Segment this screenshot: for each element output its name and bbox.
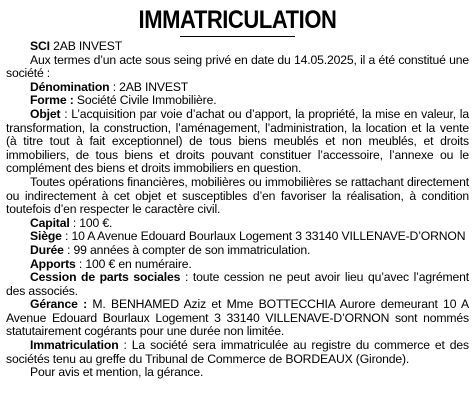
notice-headline: IMMATRICULATION — [138, 6, 337, 34]
gerance-label: Gérance : — [30, 297, 88, 312]
duree-label: Durée — [30, 242, 64, 257]
capital-label: Capital — [30, 215, 70, 230]
denomination-line — [6, 81, 469, 95]
forme-value: Société Civile Immobilière. — [73, 93, 217, 108]
denomination-label: Dénomination — [30, 79, 110, 94]
siege-label: Siège — [30, 229, 62, 244]
duree-line — [6, 244, 469, 258]
immatriculation-value: : La société sera immatriculée au registre du commerce et des sociétés tenu au greffe du Tribunal de Commerce de BORDEAUX (Gironde). — [6, 338, 469, 366]
notice-body — [6, 40, 469, 380]
gerance-paragraph — [6, 298, 469, 339]
gerance-value: M. BENHAMED Aziz et Mme BOTTECCHIA Aurore demeurant 10 A Avenue Edouard Bourlaux Logement 3 33140 VILLENAVE-D’ORNON sont nommés statutairement cogérants pour une durée non limitée. — [6, 297, 469, 339]
cession-label: Cession de parts sociales — [30, 270, 181, 285]
operations-paragraph: Toutes opérations financières, mobilières ou immobilières se rattachant directement ou indirectement à cet objet et susceptibles d’en favoriser la réalisation, à condition toutefois d’en respecter le caractère civil. — [6, 174, 469, 217]
apports-label: Apports — [30, 256, 76, 271]
apports-value: : 100 € en numéraire. — [75, 256, 192, 271]
headline-underline — [180, 36, 295, 37]
cession-paragraph — [6, 271, 469, 298]
forme-line — [6, 94, 469, 108]
objet-label: Objet — [30, 106, 61, 121]
duree-value: : 99 années à compter de son immatriculation. — [63, 242, 311, 257]
objet-paragraph — [6, 108, 469, 176]
denomination-value: : 2AB INVEST — [109, 79, 189, 94]
capital-line — [6, 217, 469, 231]
capital-value: : 100 €. — [69, 215, 113, 230]
immatriculation-label: Immatriculation — [30, 338, 119, 353]
intro-paragraph: Aux termes d’un acte sous seing privé en date du 14.05.2025, il a été constitué une société : — [6, 52, 469, 81]
immatriculation-paragraph — [6, 339, 469, 366]
sci-line — [6, 40, 469, 54]
sci-label: SCI — [30, 39, 50, 53]
closing-line: Pour avis et mention, la gérance. — [30, 365, 204, 380]
siege-value: : 10 A Avenue Edouard Bourlaux Logement 3 33140 VILLENAVE-D’ORNON — [61, 229, 466, 244]
siege-line — [6, 230, 469, 244]
sci-value: 2AB INVEST — [49, 39, 123, 53]
forme-label: Forme : — [30, 93, 74, 108]
objet-value: : L’acquisition par voie d’achat ou d’apport, la propriété, la mise en valeur, la transformation, la construction, l’aménagement, l’administration, la location et la vente (à titre tout à fait exceptionnel) de tous biens meublés et non meublés, et droits immobiliers, de tous biens et droits pouvant constituer l’accessoire, l’annexe ou le complément des biens et droits immobiliers en question. — [6, 106, 469, 176]
cession-value: : toute cession ne peut avoir lieu qu’avec l’agrément des associés. — [6, 270, 470, 298]
apports-line — [6, 258, 469, 272]
